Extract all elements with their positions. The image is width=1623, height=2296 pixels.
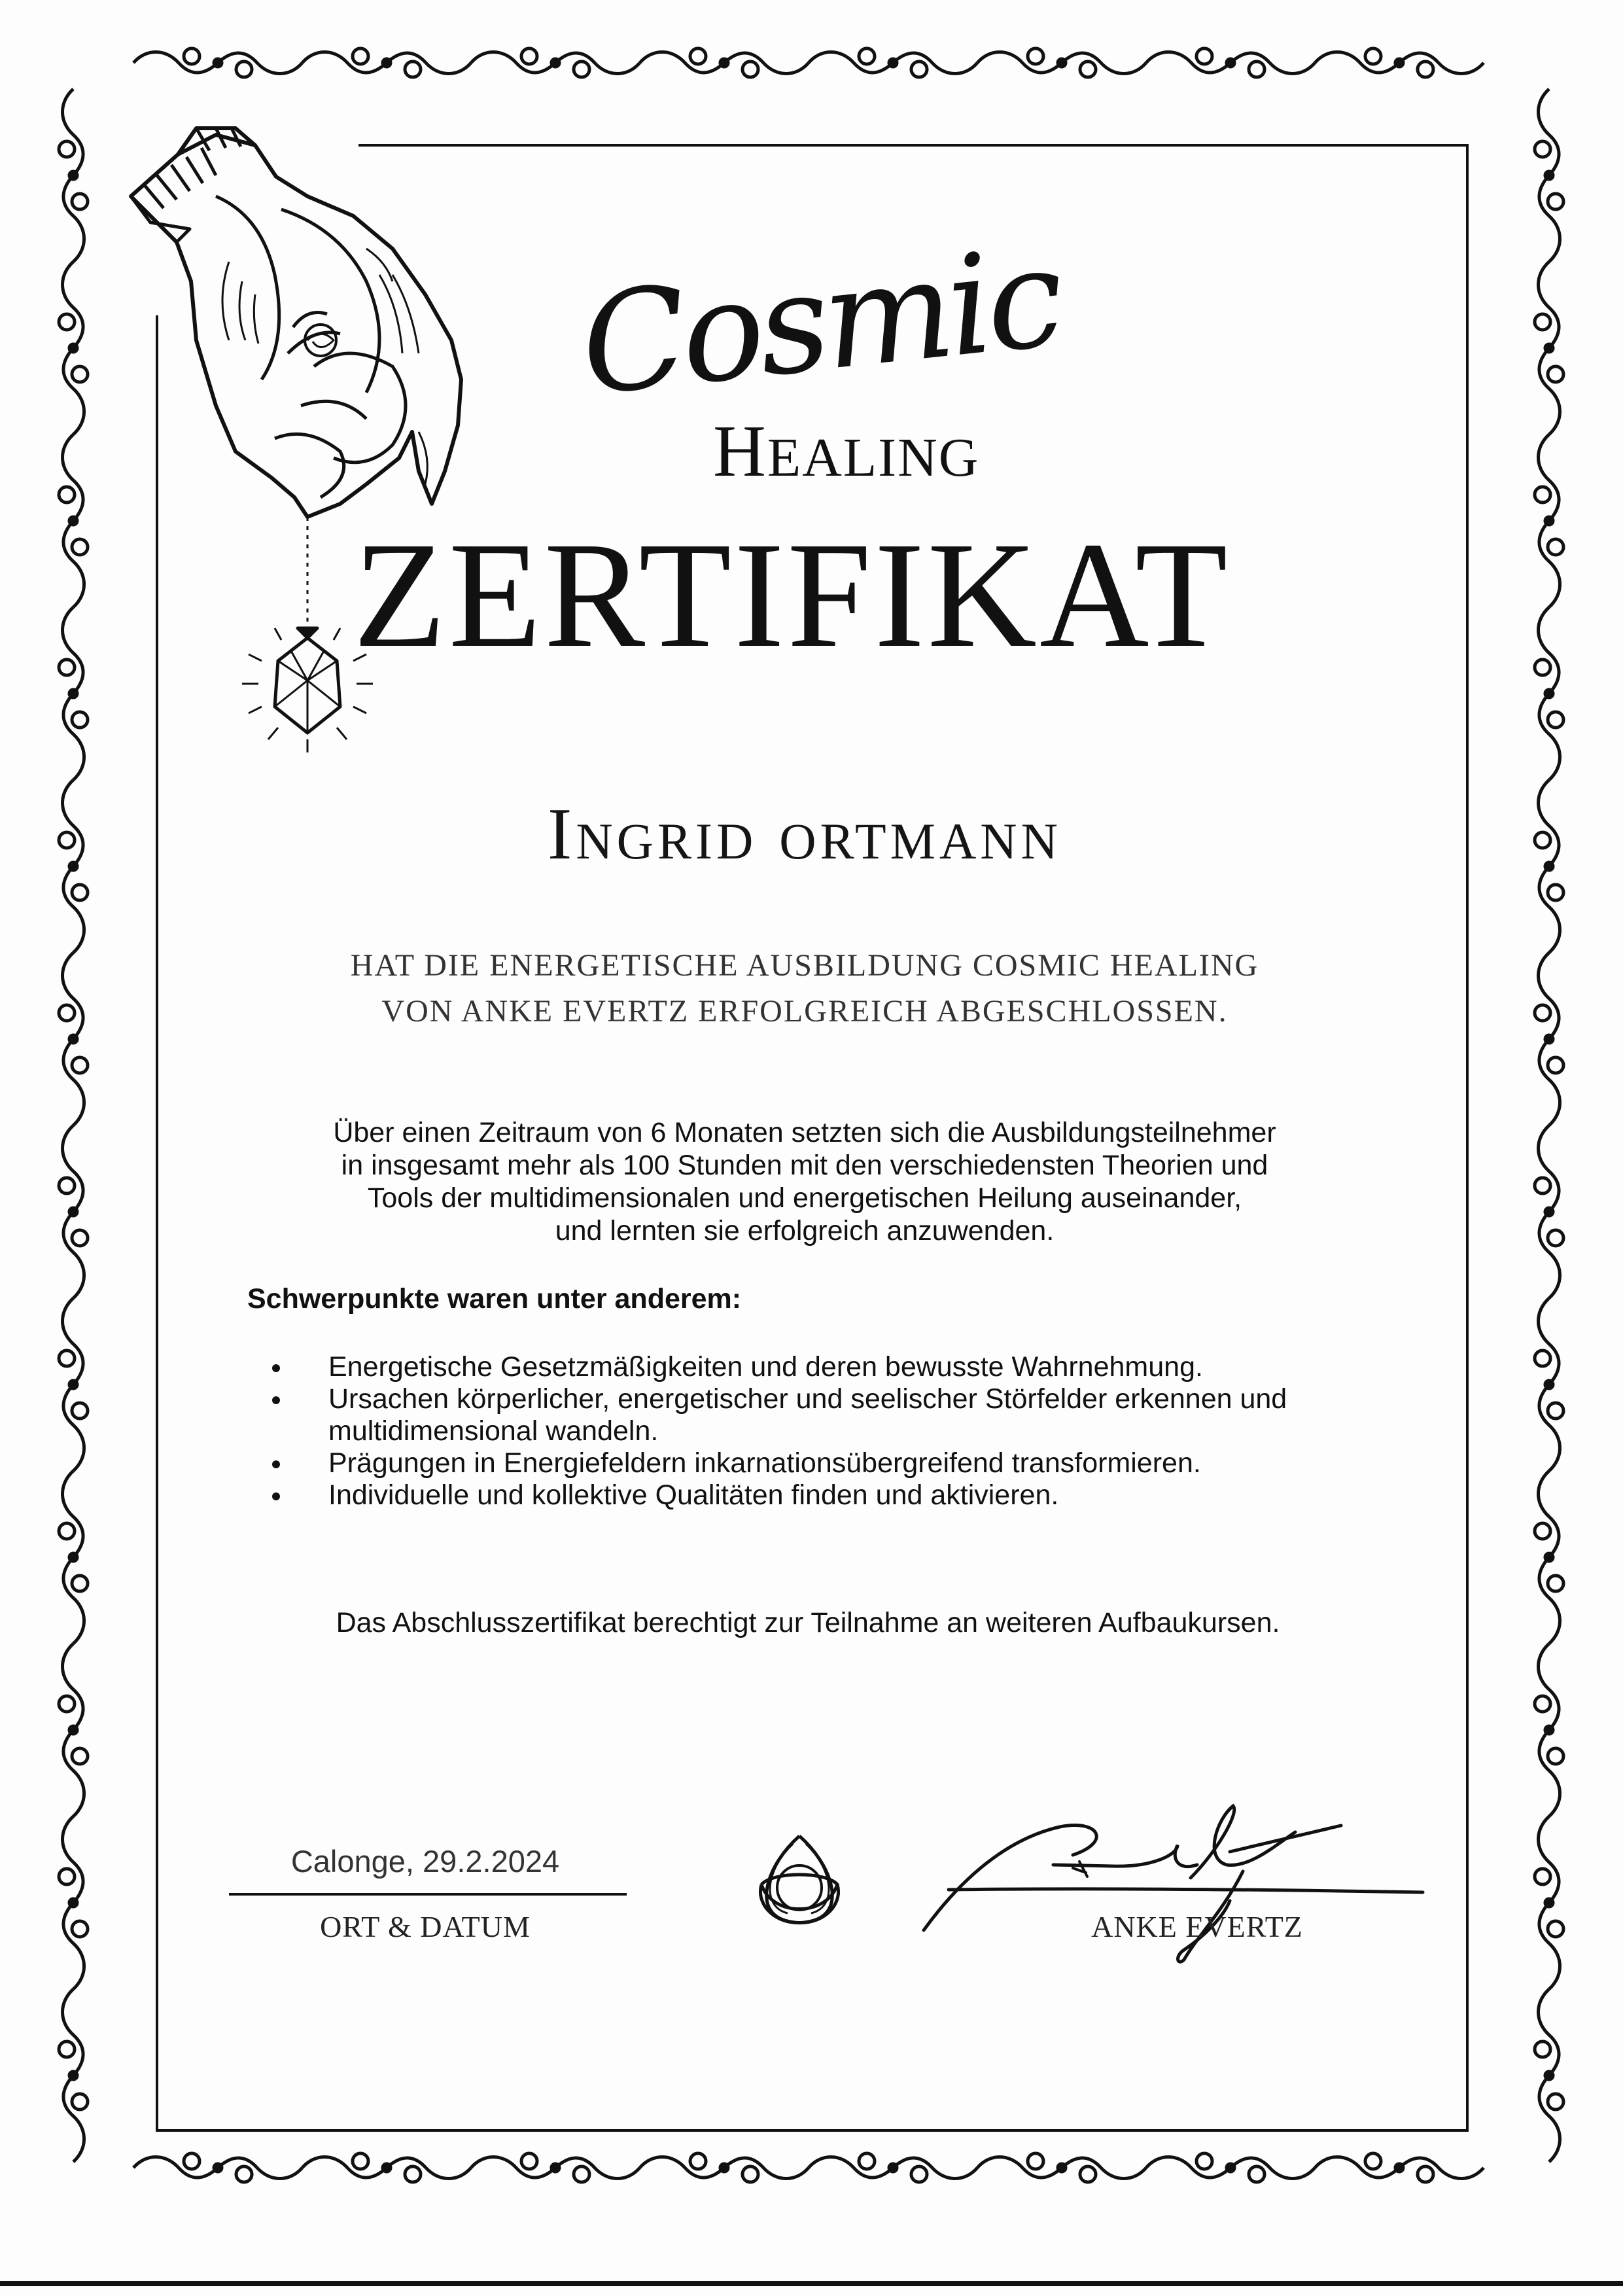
- recipient-name: Ingrid ortmann: [548, 794, 1062, 875]
- place-date-caption: ORT & DATUM: [320, 1910, 531, 1943]
- focus-item: Ursachen körperlicher, energetischer und seelischer Störfelder erkennen und multidimensional wandeln.: [262, 1383, 1349, 1447]
- statement-line-1: HAT DIE ENERGETISCHE AUSBILDUNG COSMIC HEALING: [350, 948, 1259, 983]
- description-line-2: in insgesamt mehr als 100 Stunden mit den verschiedensten Theorien und: [341, 1150, 1268, 1181]
- logo-script-word: Cosmic: [574, 217, 1066, 427]
- description-line-1: Über einen Zeitraum von 6 Monaten setzten sich die Ausbildungsteilnehmer: [333, 1117, 1276, 1148]
- focus-item: Individuelle und kollektive Qualitäten finden und aktivieren.: [262, 1479, 1426, 1511]
- certificate-title: ZERTIFIKAT: [353, 511, 1230, 679]
- focus-item: Energetische Gesetzmäßigkeiten und deren bewusste Wahrnehmung.: [262, 1351, 1426, 1383]
- logo-healing-text: HEALING: [713, 411, 980, 492]
- triquetra-knot-icon: [760, 1836, 838, 1923]
- focus-heading: Schwerpunkte waren unter anderem:: [247, 1283, 742, 1315]
- place-date-value: Calonge, 29.2.2024: [290, 1844, 560, 1879]
- closing-statement: Das Abschlusszertifikat berechtigt zur Teilnahme an weiteren Aufbaukursen.: [336, 1607, 1280, 1638]
- statement-line-2: VON ANKE EVERTZ ERFOLGREICH ABGESCHLOSSEN.: [381, 994, 1228, 1029]
- signer-name-caption: ANKE EVERTZ: [1091, 1910, 1303, 1943]
- description-line-4: und lernten sie erfolgreich anzuwenden.: [555, 1215, 1055, 1246]
- description-line-3: Tools der multidimensionalen und energetischen Heilung auseinander,: [367, 1182, 1242, 1214]
- focus-item: Prägungen in Energiefeldern inkarnationsübergreifend transformieren.: [262, 1447, 1426, 1479]
